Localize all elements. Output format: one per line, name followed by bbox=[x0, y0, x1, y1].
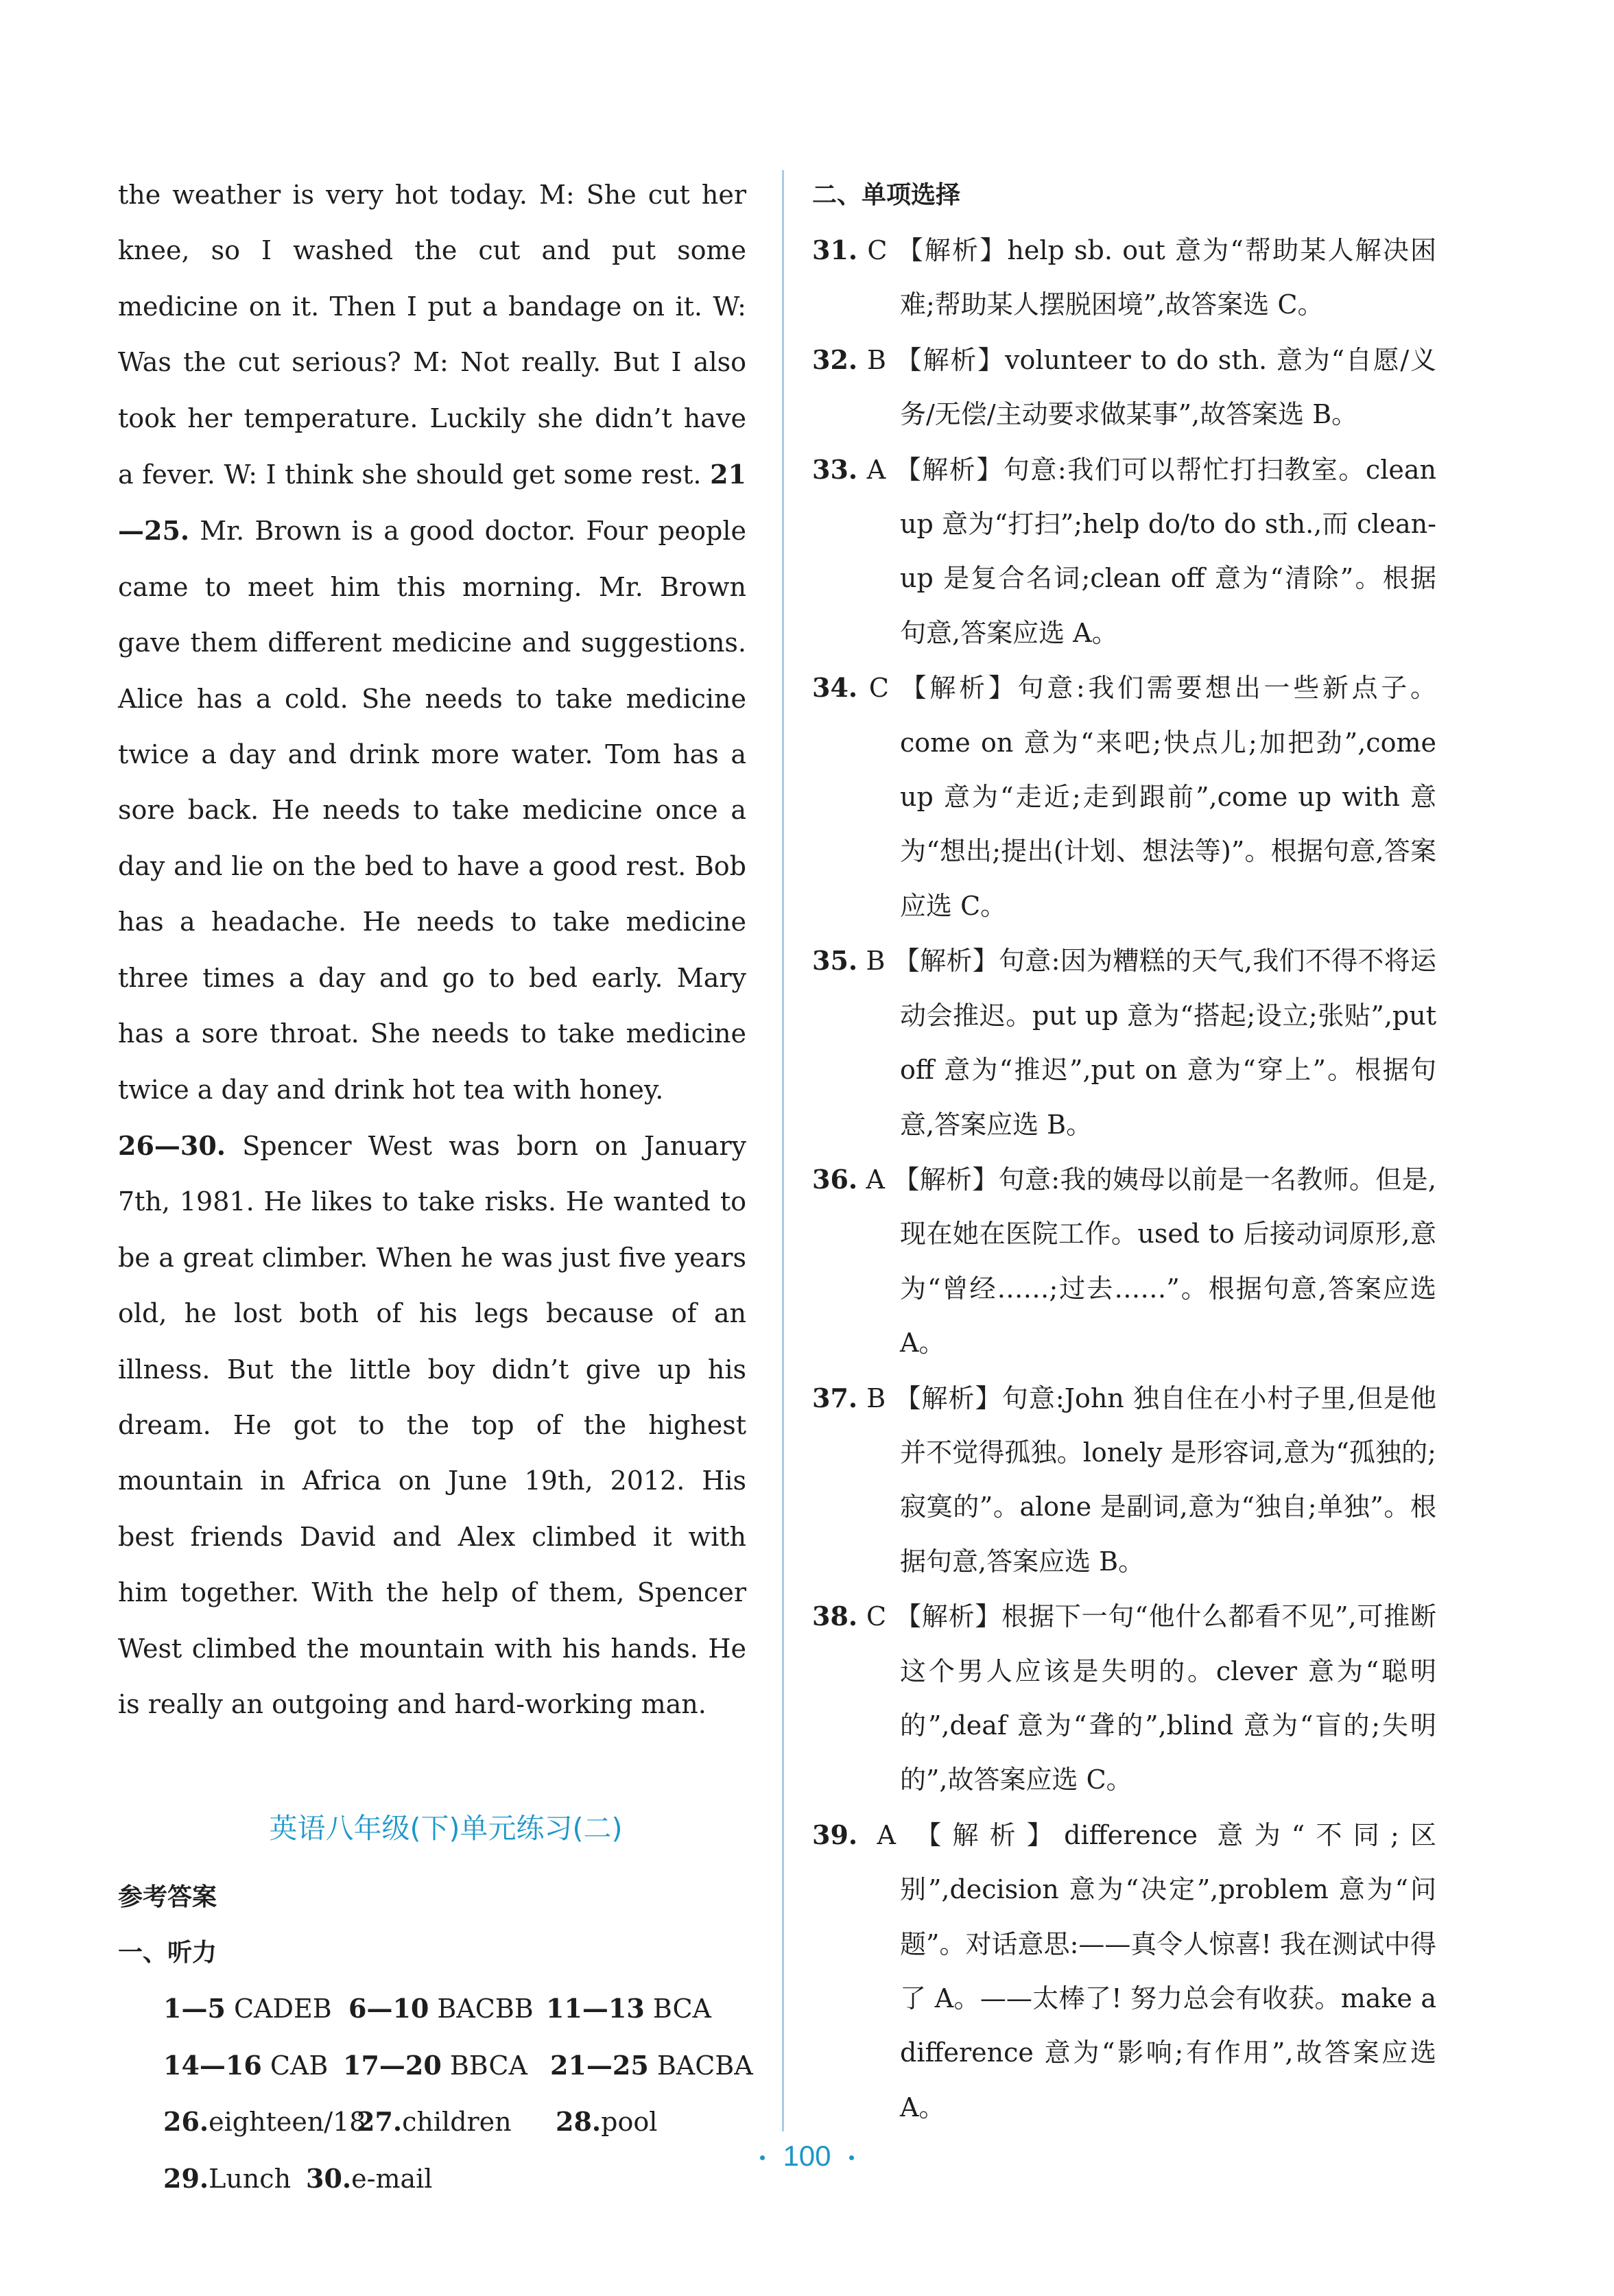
answer-row bbox=[118, 2037, 753, 2094]
question-range: 21—25 bbox=[550, 2049, 649, 2081]
answer-letters: CAB bbox=[261, 2050, 329, 2081]
question-range: 6—10 bbox=[348, 1993, 429, 2024]
question-explanation: A 【解析】difference 意为“不同;区别”,decision 意为“决定”,problem 意为“问题”。对话意思:——真令人惊喜! 我在测试中得了 A。——太棒了! 努力总会有收获。make a difference 意为“影响;有作用”,故答案应选 A。 bbox=[857, 1819, 1436, 2122]
answer-letters: eighteen/18 bbox=[209, 2107, 366, 2138]
question-range: 17—20 bbox=[343, 2049, 442, 2081]
answer-group bbox=[163, 2037, 343, 2094]
question-number: 38. bbox=[812, 1601, 858, 1632]
dot-icon bbox=[760, 2155, 765, 2160]
right-column bbox=[812, 167, 1436, 2135]
question-explanation: A 【解析】句意:我的姨母以前是一名教师。但是,现在她在医院工作。used to 后接动词原形,意为“曾经……;过去……”。根据句意,答案应选 A。 bbox=[857, 1164, 1436, 1359]
question-explanation: B 【解析】句意:因为糟糕的天气,我们不得不将运动会推迟。put up 意为“搭起;设立;张贴”,put off 意为“推迟”,put on 意为“穿上”。根据句意,答案应选 B。 bbox=[857, 946, 1436, 1140]
answer-group bbox=[550, 2037, 753, 2094]
range-label: 21—25. bbox=[118, 459, 746, 547]
left-column bbox=[118, 167, 753, 2207]
section-heading: 二、单项选择 bbox=[812, 181, 961, 209]
question-explanation: B 【解析】句意:John 独自住在小村子里,但是他并不觉得孤独。lonely 是形容词,意为“孤独的;寂寞的”。alone 是副词,意为“独自;单独”。根据句意,答案应选 B。 bbox=[857, 1383, 1436, 1577]
question-list bbox=[812, 223, 1436, 2135]
question-explanation: A 【解析】句意:我们可以帮忙打扫教室。clean up 意为“打扫”;help do/to do sth.,而 clean-up 是复合名词;clean off 意为“清除”。根据句意,答案应选 A。 bbox=[857, 454, 1436, 648]
answer-group bbox=[343, 2037, 550, 2094]
question-item bbox=[812, 1152, 1436, 1371]
question-number: 39. bbox=[812, 1819, 858, 1850]
range-label: 26—30. bbox=[118, 1129, 226, 1161]
answer-letters: CADEB bbox=[225, 1994, 332, 2024]
question-item bbox=[812, 333, 1436, 442]
question-number: 32. bbox=[812, 344, 858, 375]
answer-group bbox=[546, 1981, 711, 2037]
question-number: 33. bbox=[812, 453, 858, 485]
listening-transcript-2: 26—30. Spencer West was born on January 7th, 1981. He likes to take risks. He wanted to be a great climber. When he was just five years old, he lost both of his legs because of an illness. But the little boy didn’t give up his dream. He got to the top of the highest mountain in Africa on June 19th, 2012. His best friends David and Alex climbed it with him together. With the help of them, Spencer West climbed the mountain with his hands. He is really an outgoing and hard-working man. bbox=[118, 1129, 746, 1719]
question-number: 31. bbox=[812, 235, 858, 265]
question-range: 27. bbox=[357, 2106, 403, 2138]
answer-letters: BCA bbox=[644, 1994, 711, 2024]
question-explanation: C 【解析】help sb. out 意为“帮助某人解决困难;帮助某人摆脱困境”,故答案选 C。 bbox=[857, 235, 1436, 320]
question-item bbox=[812, 1371, 1436, 1590]
dot-icon bbox=[849, 2155, 854, 2160]
answers-heading: 参考答案 bbox=[118, 1883, 217, 1912]
answer-letters: BACBA bbox=[648, 2050, 753, 2081]
answer-letters: e-mail bbox=[351, 2163, 433, 2194]
answer-list bbox=[118, 1981, 753, 2207]
answer-group bbox=[163, 1981, 348, 2037]
answer-letters: BBCA bbox=[441, 2050, 527, 2081]
question-item bbox=[812, 223, 1436, 333]
question-range: 29. bbox=[163, 2162, 209, 2194]
answer-letters: Lunch bbox=[209, 2163, 292, 2194]
answer-row bbox=[118, 1981, 746, 2037]
question-number: 37. bbox=[812, 1382, 858, 1413]
unit-title: 英语八年级(下)单元练习(二) bbox=[269, 1812, 623, 1845]
question-range: 28. bbox=[556, 2106, 602, 2138]
question-item bbox=[812, 1808, 1436, 2135]
question-range: 11—13 bbox=[546, 1993, 645, 2024]
question-range: 14—16 bbox=[163, 2049, 262, 2081]
question-explanation: C 【解析】句意:我们需要想出一些新点子。come on 意为“来吧;快点儿;加把劲”,come up 意为“走近;走到跟前”,come up with 意为“想出;提出(计划、想法等)”。根据句意,答案应选 C。 bbox=[857, 673, 1436, 921]
column-divider bbox=[782, 170, 784, 2131]
listening-heading: 一、听力 bbox=[118, 1939, 217, 1968]
question-number: 34. bbox=[812, 672, 858, 704]
question-range: 30. bbox=[306, 2162, 352, 2194]
question-number: 36. bbox=[812, 1163, 858, 1195]
question-range: 1—5 bbox=[163, 1993, 226, 2024]
question-range: 26. bbox=[163, 2106, 209, 2138]
question-item bbox=[812, 1589, 1436, 1808]
answer-letters: BACBB bbox=[429, 1994, 534, 2024]
question-explanation: B 【解析】volunteer to do sth. 意为“自愿/义务/无偿/主动要求做某事”,故答案选 B。 bbox=[857, 344, 1436, 430]
question-number: 35. bbox=[812, 945, 858, 977]
answer-group bbox=[348, 1981, 546, 2037]
question-item bbox=[812, 442, 1436, 661]
question-item bbox=[812, 933, 1436, 1152]
answer-letters: children bbox=[402, 2107, 512, 2138]
listening-transcript: the weather is very hot today. M: She cut her knee, so I washed the cut and put some medicine on it. Then I put a bandage on it. W: Was the cut serious? M: Not really. But I also took her temperature. Luckily she didn’t have a fever. W: I think she should get some rest. 21—25. Mr. Brown is a good doctor. Four people came to meet him this morning. Mr. Brown gave them different medicine and suggestions. Alice has a cold. She needs to take medicine twice a day and drink more water. Tom has a sore back. He needs to take medicine once a day and lie on the bed to have a good rest. Bob has a headache. He needs to take medicine three times a day and go to bed early. Mary has a sore throat. She needs to take medicine twice a day and drink hot tea with honey. bbox=[118, 180, 746, 1105]
page-number: 100 bbox=[0, 2140, 1614, 2173]
question-item bbox=[812, 660, 1436, 933]
answer-letters: pool bbox=[601, 2107, 658, 2138]
question-explanation: C 【解析】根据下一句“他什么都看不见”,可推断这个男人应该是失明的。clever 意为“聪明的”,deaf 意为“聋的”,blind 意为“盲的;失明的”,故答案应选 C。 bbox=[857, 1601, 1436, 1795]
